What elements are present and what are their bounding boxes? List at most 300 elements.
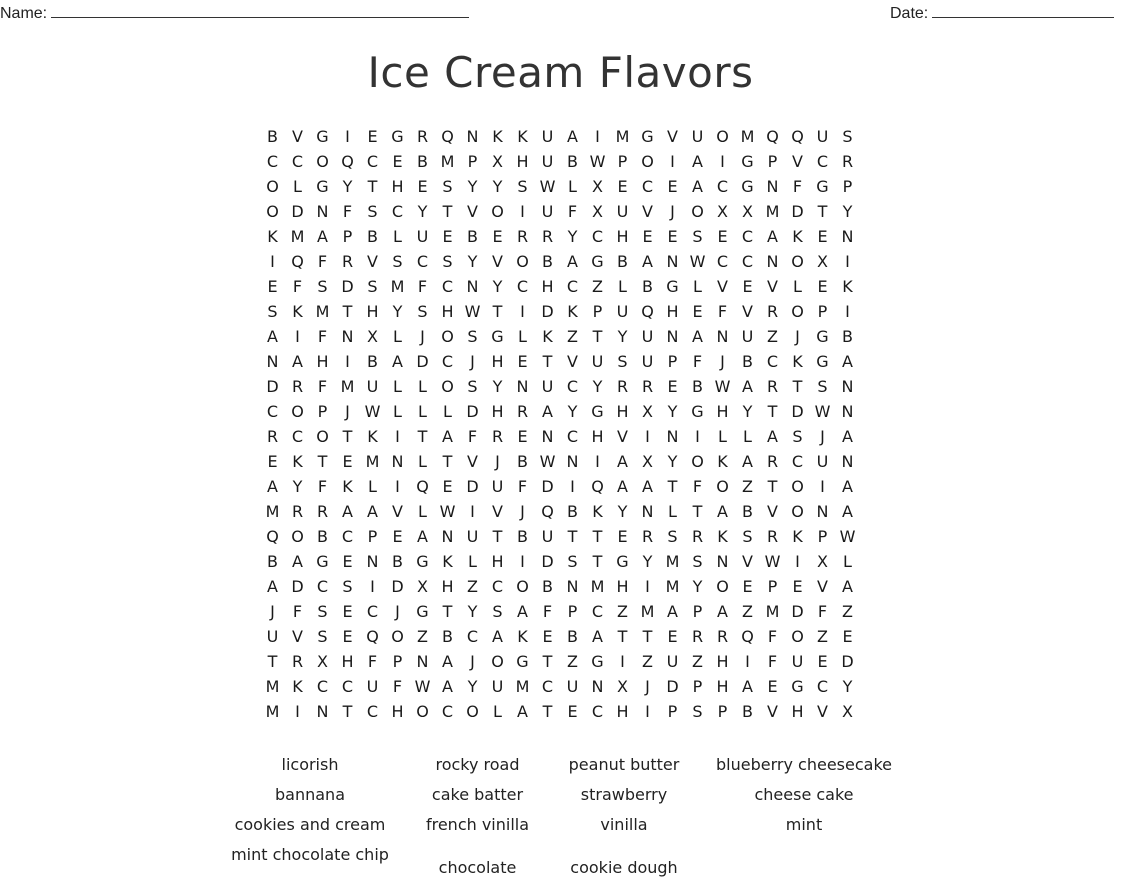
grid-letter[interactable]: O: [291, 402, 304, 421]
grid-letter[interactable]: T: [542, 702, 553, 721]
grid-letter[interactable]: C: [391, 202, 404, 221]
grid-letter[interactable]: B: [617, 252, 628, 271]
grid-letter[interactable]: I: [645, 702, 650, 721]
grid-letter[interactable]: R: [691, 627, 704, 646]
grid-letter[interactable]: S: [792, 427, 803, 446]
grid-letter[interactable]: N: [441, 527, 454, 546]
grid-letter[interactable]: V: [642, 202, 653, 221]
grid-letter[interactable]: G: [816, 327, 829, 346]
grid-letter[interactable]: A: [517, 702, 528, 721]
grid-letter[interactable]: I: [270, 252, 275, 271]
grid-letter[interactable]: Y: [292, 477, 303, 496]
grid-letter[interactable]: R: [766, 452, 779, 471]
grid-letter[interactable]: C: [566, 377, 579, 396]
grid-letter[interactable]: P: [717, 702, 728, 721]
grid-letter[interactable]: L: [393, 327, 402, 346]
grid-letter[interactable]: C: [741, 252, 754, 271]
grid-letter[interactable]: O: [516, 577, 529, 596]
grid-letter[interactable]: V: [742, 302, 753, 321]
grid-letter[interactable]: N: [566, 577, 579, 596]
grid-letter[interactable]: M: [665, 577, 680, 596]
grid-letter[interactable]: H: [391, 177, 404, 196]
grid-letter[interactable]: K: [342, 477, 353, 496]
grid-letter[interactable]: X: [842, 702, 853, 721]
grid-letter[interactable]: O: [291, 527, 304, 546]
grid-letter[interactable]: T: [367, 177, 378, 196]
grid-letter[interactable]: E: [342, 602, 353, 621]
grid-letter[interactable]: O: [466, 702, 479, 721]
grid-letter[interactable]: P: [317, 402, 328, 421]
grid-letter[interactable]: Q: [341, 152, 354, 171]
grid-letter[interactable]: T: [442, 452, 453, 471]
grid-letter[interactable]: U: [541, 527, 554, 546]
grid-letter[interactable]: U: [416, 227, 429, 246]
grid-letter[interactable]: Q: [441, 127, 454, 146]
grid-letter[interactable]: K: [792, 227, 803, 246]
grid-letter[interactable]: R: [616, 377, 629, 396]
grid-letter[interactable]: N: [666, 427, 679, 446]
grid-letter[interactable]: F: [692, 352, 703, 371]
grid-letter[interactable]: O: [691, 452, 704, 471]
grid-letter[interactable]: F: [342, 202, 353, 221]
grid-letter[interactable]: L: [418, 502, 427, 521]
grid-letter[interactable]: Y: [492, 377, 503, 396]
grid-letter[interactable]: J: [720, 352, 725, 371]
grid-letter[interactable]: U: [641, 352, 654, 371]
grid-letter[interactable]: S: [317, 627, 328, 646]
grid-letter[interactable]: V: [617, 427, 628, 446]
grid-letter[interactable]: E: [542, 627, 553, 646]
grid-letter[interactable]: E: [817, 277, 828, 296]
grid-letter[interactable]: C: [366, 602, 379, 621]
grid-letter[interactable]: Q: [416, 477, 429, 496]
grid-letter[interactable]: T: [342, 302, 353, 321]
grid-letter[interactable]: I: [345, 127, 350, 146]
grid-letter[interactable]: V: [767, 502, 778, 521]
grid-letter[interactable]: G: [391, 127, 404, 146]
grid-letter[interactable]: T: [617, 627, 628, 646]
grid-letter[interactable]: F: [317, 377, 328, 396]
grid-letter[interactable]: C: [541, 677, 554, 696]
grid-letter[interactable]: W: [839, 527, 856, 546]
date-line[interactable]: [932, 3, 1114, 18]
grid-letter[interactable]: C: [466, 627, 479, 646]
grid-letter[interactable]: U: [491, 677, 504, 696]
grid-letter[interactable]: M: [590, 577, 605, 596]
grid-letter[interactable]: Q: [641, 302, 654, 321]
grid-letter[interactable]: S: [517, 177, 528, 196]
grid-letter[interactable]: F: [392, 677, 403, 696]
grid-letter[interactable]: L: [618, 277, 627, 296]
grid-letter[interactable]: F: [317, 477, 328, 496]
grid-letter[interactable]: Q: [791, 127, 804, 146]
grid-letter[interactable]: T: [592, 527, 603, 546]
grid-letter[interactable]: C: [591, 602, 604, 621]
grid-letter[interactable]: M: [515, 677, 530, 696]
grid-letter[interactable]: O: [516, 252, 529, 271]
grid-letter[interactable]: H: [541, 277, 554, 296]
grid-letter[interactable]: F: [367, 652, 378, 671]
grid-letter[interactable]: S: [267, 302, 278, 321]
grid-letter[interactable]: J: [270, 602, 275, 621]
grid-letter[interactable]: V: [492, 502, 503, 521]
grid-letter[interactable]: M: [765, 602, 780, 621]
grid-letter[interactable]: Y: [492, 177, 503, 196]
grid-letter[interactable]: L: [368, 477, 377, 496]
grid-letter[interactable]: A: [692, 327, 703, 346]
grid-letter[interactable]: O: [716, 477, 729, 496]
grid-letter[interactable]: P: [342, 227, 353, 246]
grid-letter[interactable]: S: [392, 252, 403, 271]
grid-letter[interactable]: X: [592, 177, 603, 196]
grid-letter[interactable]: L: [518, 327, 527, 346]
grid-letter[interactable]: M: [265, 502, 280, 521]
grid-letter[interactable]: P: [567, 602, 578, 621]
grid-letter[interactable]: F: [567, 202, 578, 221]
grid-letter[interactable]: L: [468, 552, 477, 571]
grid-letter[interactable]: N: [841, 227, 854, 246]
grid-letter[interactable]: B: [742, 702, 753, 721]
grid-letter[interactable]: G: [316, 177, 329, 196]
grid-letter[interactable]: C: [366, 152, 379, 171]
grid-letter[interactable]: E: [417, 177, 428, 196]
grid-letter[interactable]: J: [795, 327, 800, 346]
grid-letter[interactable]: X: [617, 677, 628, 696]
grid-letter[interactable]: L: [693, 277, 702, 296]
grid-letter[interactable]: L: [418, 377, 427, 396]
grid-letter[interactable]: T: [692, 502, 703, 521]
grid-letter[interactable]: M: [290, 227, 305, 246]
grid-letter[interactable]: C: [491, 577, 504, 596]
grid-letter[interactable]: A: [717, 502, 728, 521]
grid-letter[interactable]: R: [766, 302, 779, 321]
grid-letter[interactable]: P: [692, 602, 703, 621]
grid-letter[interactable]: X: [817, 252, 828, 271]
grid-letter[interactable]: N: [316, 702, 329, 721]
grid-letter[interactable]: H: [366, 302, 379, 321]
grid-letter[interactable]: E: [817, 227, 828, 246]
grid-letter[interactable]: M: [615, 127, 630, 146]
grid-letter[interactable]: S: [492, 602, 503, 621]
grid-letter[interactable]: B: [842, 327, 853, 346]
grid-letter[interactable]: C: [566, 277, 579, 296]
grid-letter[interactable]: K: [842, 277, 853, 296]
grid-letter[interactable]: A: [667, 602, 678, 621]
grid-letter[interactable]: P: [392, 652, 403, 671]
grid-letter[interactable]: C: [816, 677, 829, 696]
grid-letter[interactable]: Y: [417, 202, 428, 221]
name-line[interactable]: [51, 3, 469, 18]
grid-letter[interactable]: M: [265, 677, 280, 696]
date-field[interactable]: [890, 3, 1114, 23]
grid-letter[interactable]: G: [591, 652, 604, 671]
grid-letter[interactable]: P: [692, 677, 703, 696]
grid-letter[interactable]: A: [317, 227, 328, 246]
grid-letter[interactable]: X: [317, 652, 328, 671]
grid-letter[interactable]: T: [642, 627, 653, 646]
grid-letter[interactable]: H: [616, 227, 629, 246]
grid-letter[interactable]: B: [267, 127, 278, 146]
grid-letter[interactable]: V: [792, 152, 803, 171]
grid-letter[interactable]: B: [367, 227, 378, 246]
grid-letter[interactable]: A: [742, 677, 753, 696]
grid-letter[interactable]: B: [517, 527, 528, 546]
grid-letter[interactable]: U: [541, 152, 554, 171]
grid-letter[interactable]: L: [718, 427, 727, 446]
grid-letter[interactable]: B: [517, 452, 528, 471]
grid-letter[interactable]: G: [591, 402, 604, 421]
grid-letter[interactable]: E: [517, 352, 528, 371]
grid-letter[interactable]: C: [441, 277, 454, 296]
grid-letter[interactable]: N: [566, 452, 579, 471]
grid-letter[interactable]: X: [742, 202, 753, 221]
grid-letter[interactable]: C: [741, 227, 754, 246]
grid-letter[interactable]: G: [516, 652, 529, 671]
grid-letter[interactable]: N: [841, 452, 854, 471]
grid-letter[interactable]: E: [517, 427, 528, 446]
grid-letter[interactable]: O: [716, 127, 729, 146]
grid-letter[interactable]: R: [766, 377, 779, 396]
grid-letter[interactable]: D: [466, 402, 479, 421]
grid-letter[interactable]: E: [342, 452, 353, 471]
grid-letter[interactable]: A: [842, 427, 853, 446]
grid-letter[interactable]: K: [592, 502, 603, 521]
grid-letter[interactable]: S: [667, 527, 678, 546]
grid-letter[interactable]: J: [395, 602, 400, 621]
grid-letter[interactable]: Q: [266, 527, 279, 546]
grid-letter[interactable]: R: [766, 527, 779, 546]
grid-letter[interactable]: H: [716, 402, 729, 421]
grid-letter[interactable]: K: [517, 627, 528, 646]
grid-letter[interactable]: W: [439, 502, 456, 521]
grid-letter[interactable]: R: [516, 227, 529, 246]
grid-letter[interactable]: L: [393, 227, 402, 246]
grid-letter[interactable]: P: [592, 302, 603, 321]
grid-letter[interactable]: H: [616, 402, 629, 421]
grid-letter[interactable]: R: [341, 252, 354, 271]
grid-letter[interactable]: R: [266, 427, 279, 446]
grid-letter[interactable]: I: [670, 152, 675, 171]
grid-letter[interactable]: J: [520, 502, 525, 521]
grid-letter[interactable]: Y: [467, 677, 478, 696]
grid-letter[interactable]: C: [516, 277, 529, 296]
grid-letter[interactable]: C: [266, 152, 279, 171]
grid-letter[interactable]: B: [367, 352, 378, 371]
grid-letter[interactable]: P: [842, 177, 853, 196]
grid-letter[interactable]: Y: [617, 327, 628, 346]
grid-letter[interactable]: N: [816, 502, 829, 521]
grid-letter[interactable]: P: [667, 352, 678, 371]
grid-letter[interactable]: H: [316, 352, 329, 371]
grid-letter[interactable]: Q: [291, 252, 304, 271]
grid-letter[interactable]: H: [591, 427, 604, 446]
grid-letter[interactable]: R: [416, 127, 429, 146]
grid-letter[interactable]: I: [820, 477, 825, 496]
grid-letter[interactable]: U: [816, 452, 829, 471]
grid-letter[interactable]: E: [617, 177, 628, 196]
grid-letter[interactable]: H: [491, 552, 504, 571]
name-field[interactable]: [0, 3, 469, 23]
grid-letter[interactable]: Y: [392, 302, 403, 321]
grid-letter[interactable]: O: [641, 152, 654, 171]
grid-letter[interactable]: Y: [842, 677, 853, 696]
grid-letter[interactable]: Y: [667, 402, 678, 421]
grid-letter[interactable]: S: [367, 277, 378, 296]
grid-letter[interactable]: K: [792, 352, 803, 371]
grid-letter[interactable]: W: [414, 677, 431, 696]
grid-letter[interactable]: O: [791, 302, 804, 321]
grid-letter[interactable]: Q: [741, 627, 754, 646]
grid-letter[interactable]: M: [440, 152, 455, 171]
grid-letter[interactable]: M: [765, 202, 780, 221]
grid-letter[interactable]: T: [767, 402, 778, 421]
grid-letter[interactable]: V: [292, 627, 303, 646]
grid-letter[interactable]: S: [442, 177, 453, 196]
grid-letter[interactable]: H: [616, 702, 629, 721]
grid-letter[interactable]: C: [641, 177, 654, 196]
grid-letter[interactable]: B: [467, 227, 478, 246]
grid-letter[interactable]: N: [841, 377, 854, 396]
grid-letter[interactable]: P: [767, 577, 778, 596]
grid-letter[interactable]: F: [317, 327, 328, 346]
grid-letter[interactable]: M: [365, 452, 380, 471]
grid-letter[interactable]: T: [492, 527, 503, 546]
grid-letter[interactable]: W: [764, 552, 781, 571]
grid-letter[interactable]: T: [592, 552, 603, 571]
grid-letter[interactable]: Z: [742, 477, 753, 496]
grid-letter[interactable]: E: [667, 177, 678, 196]
grid-letter[interactable]: D: [791, 402, 804, 421]
grid-letter[interactable]: Z: [617, 602, 628, 621]
grid-letter[interactable]: E: [842, 627, 853, 646]
grid-letter[interactable]: R: [491, 427, 504, 446]
grid-letter[interactable]: H: [491, 402, 504, 421]
grid-letter[interactable]: K: [717, 527, 728, 546]
grid-letter[interactable]: O: [491, 202, 504, 221]
grid-letter[interactable]: M: [665, 552, 680, 571]
grid-letter[interactable]: O: [791, 477, 804, 496]
grid-letter[interactable]: N: [841, 402, 854, 421]
grid-letter[interactable]: G: [491, 327, 504, 346]
grid-letter[interactable]: Q: [766, 127, 779, 146]
grid-letter[interactable]: S: [617, 352, 628, 371]
grid-letter[interactable]: Y: [492, 277, 503, 296]
grid-letter[interactable]: O: [441, 327, 454, 346]
grid-letter[interactable]: W: [589, 152, 606, 171]
grid-letter[interactable]: G: [816, 352, 829, 371]
grid-letter[interactable]: E: [742, 277, 753, 296]
grid-letter[interactable]: U: [366, 377, 379, 396]
grid-letter[interactable]: R: [541, 227, 554, 246]
grid-letter[interactable]: V: [767, 702, 778, 721]
grid-letter[interactable]: Z: [567, 327, 578, 346]
grid-letter[interactable]: N: [666, 327, 679, 346]
grid-letter[interactable]: S: [692, 552, 703, 571]
grid-letter[interactable]: G: [741, 177, 754, 196]
grid-letter[interactable]: N: [516, 377, 529, 396]
grid-letter[interactable]: A: [842, 477, 853, 496]
grid-letter[interactable]: N: [541, 427, 554, 446]
grid-letter[interactable]: F: [767, 652, 778, 671]
grid-letter[interactable]: U: [616, 202, 629, 221]
grid-letter[interactable]: G: [416, 552, 429, 571]
grid-letter[interactable]: J: [420, 327, 425, 346]
grid-letter[interactable]: D: [466, 477, 479, 496]
grid-letter[interactable]: M: [740, 127, 755, 146]
grid-letter[interactable]: T: [442, 202, 453, 221]
grid-letter[interactable]: E: [442, 227, 453, 246]
grid-letter[interactable]: Q: [366, 627, 379, 646]
grid-letter[interactable]: K: [442, 552, 453, 571]
grid-letter[interactable]: K: [717, 452, 728, 471]
grid-letter[interactable]: S: [317, 602, 328, 621]
grid-letter[interactable]: U: [366, 677, 379, 696]
grid-letter[interactable]: I: [645, 427, 650, 446]
grid-letter[interactable]: R: [691, 527, 704, 546]
grid-letter[interactable]: O: [316, 152, 329, 171]
grid-letter[interactable]: I: [845, 252, 850, 271]
grid-letter[interactable]: N: [666, 252, 679, 271]
grid-letter[interactable]: F: [467, 427, 478, 446]
grid-letter[interactable]: L: [493, 702, 502, 721]
grid-letter[interactable]: I: [595, 127, 600, 146]
grid-letter[interactable]: A: [717, 602, 728, 621]
grid-letter[interactable]: U: [666, 652, 679, 671]
grid-letter[interactable]: N: [641, 502, 654, 521]
grid-letter[interactable]: L: [668, 502, 677, 521]
grid-letter[interactable]: E: [667, 377, 678, 396]
grid-letter[interactable]: T: [342, 427, 353, 446]
grid-letter[interactable]: W: [464, 302, 481, 321]
grid-letter[interactable]: I: [395, 477, 400, 496]
grid-letter[interactable]: O: [716, 577, 729, 596]
grid-letter[interactable]: F: [417, 277, 428, 296]
grid-letter[interactable]: A: [267, 577, 278, 596]
grid-letter[interactable]: H: [716, 652, 729, 671]
grid-letter[interactable]: F: [292, 277, 303, 296]
grid-letter[interactable]: X: [417, 577, 428, 596]
grid-letter[interactable]: D: [841, 652, 854, 671]
grid-letter[interactable]: U: [741, 327, 754, 346]
grid-letter[interactable]: U: [541, 202, 554, 221]
grid-letter[interactable]: D: [416, 352, 429, 371]
grid-letter[interactable]: A: [567, 252, 578, 271]
grid-letter[interactable]: K: [567, 302, 578, 321]
grid-letter[interactable]: S: [417, 302, 428, 321]
grid-letter[interactable]: G: [816, 177, 829, 196]
grid-letter[interactable]: W: [364, 402, 381, 421]
grid-letter[interactable]: K: [292, 302, 303, 321]
grid-letter[interactable]: L: [418, 452, 427, 471]
grid-letter[interactable]: Y: [742, 402, 753, 421]
grid-letter[interactable]: S: [317, 277, 328, 296]
grid-letter[interactable]: K: [367, 427, 378, 446]
grid-letter[interactable]: E: [742, 577, 753, 596]
grid-letter[interactable]: N: [591, 677, 604, 696]
grid-letter[interactable]: Q: [591, 477, 604, 496]
grid-letter[interactable]: C: [291, 427, 304, 446]
grid-letter[interactable]: B: [642, 277, 653, 296]
grid-letter[interactable]: B: [567, 152, 578, 171]
grid-letter[interactable]: A: [592, 627, 603, 646]
grid-letter[interactable]: U: [616, 302, 629, 321]
grid-letter[interactable]: N: [466, 277, 479, 296]
grid-letter[interactable]: S: [692, 227, 703, 246]
grid-letter[interactable]: T: [567, 527, 578, 546]
grid-letter[interactable]: T: [267, 652, 278, 671]
grid-letter[interactable]: I: [595, 452, 600, 471]
grid-letter[interactable]: C: [416, 252, 429, 271]
